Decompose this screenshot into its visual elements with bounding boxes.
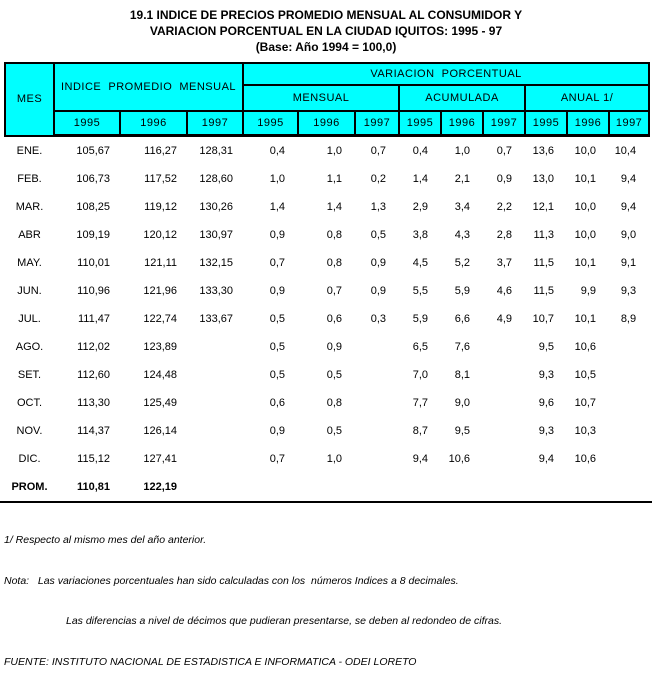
value-cell: 9,3 bbox=[538, 425, 555, 437]
value-cell: 113,30 bbox=[77, 397, 110, 409]
value-cell: 0,5 bbox=[326, 425, 343, 437]
value-cell bbox=[609, 333, 649, 361]
table-row bbox=[5, 165, 649, 193]
value-cell bbox=[483, 473, 525, 501]
value-cell: 0,9 bbox=[269, 285, 286, 297]
value-cell bbox=[187, 333, 243, 361]
value-cell: 124,48 bbox=[143, 369, 177, 381]
value-cell: 10,7 bbox=[574, 397, 597, 409]
header-mes: MES bbox=[5, 63, 54, 136]
value-cell: 5,9 bbox=[412, 313, 429, 325]
value-cell: 128,31 bbox=[199, 145, 234, 157]
value-cell: 2,8 bbox=[496, 229, 513, 241]
value-cell: 10,1 bbox=[574, 173, 597, 185]
month-label: OCT. bbox=[16, 397, 43, 409]
value-cell bbox=[609, 473, 649, 501]
month-label: PROM. bbox=[11, 481, 48, 493]
table-row bbox=[5, 221, 649, 249]
header-anual: ANUAL 1/ bbox=[525, 85, 649, 111]
value-cell: 0,9 bbox=[269, 229, 286, 241]
header-year: 1997 bbox=[483, 111, 525, 136]
price-index-table bbox=[4, 62, 650, 501]
value-cell bbox=[483, 445, 525, 473]
value-cell: 9,0 bbox=[454, 397, 471, 409]
value-cell: 120,12 bbox=[143, 229, 177, 241]
month-label: NOV. bbox=[16, 425, 43, 437]
value-cell: 9,4 bbox=[620, 201, 637, 213]
value-cell: 0,2 bbox=[370, 173, 387, 185]
header-year: 1995 bbox=[399, 111, 441, 136]
value-cell: 106,73 bbox=[76, 173, 110, 185]
value-cell: 130,26 bbox=[199, 201, 234, 213]
value-cell: 5,5 bbox=[412, 285, 429, 297]
value-cell: 10,1 bbox=[574, 257, 597, 269]
value-cell: 121,96 bbox=[143, 285, 177, 297]
value-cell: 11,3 bbox=[533, 229, 555, 241]
value-cell: 10,1 bbox=[574, 313, 597, 325]
value-cell: 4,6 bbox=[496, 285, 513, 297]
value-cell bbox=[355, 361, 399, 389]
value-cell: 7,7 bbox=[412, 397, 429, 409]
value-cell bbox=[187, 389, 243, 417]
value-cell: 0,7 bbox=[496, 145, 513, 157]
value-cell: 110,96 bbox=[77, 285, 110, 297]
value-cell: 1,3 bbox=[370, 201, 387, 213]
value-cell: 0,3 bbox=[370, 313, 387, 325]
header-year: 1997 bbox=[187, 111, 243, 136]
value-cell: 1,1 bbox=[326, 173, 343, 185]
value-cell: 5,9 bbox=[454, 285, 471, 297]
value-cell: 0,6 bbox=[326, 313, 343, 325]
value-cell bbox=[355, 473, 399, 501]
value-cell: 13,0 bbox=[532, 173, 555, 185]
value-cell: 126,14 bbox=[143, 425, 177, 437]
value-cell: 132,15 bbox=[199, 257, 234, 269]
value-cell: 10,7 bbox=[532, 313, 555, 325]
month-label: ABR bbox=[18, 229, 41, 241]
value-cell: 0,8 bbox=[326, 229, 343, 241]
value-cell: 4,9 bbox=[496, 313, 513, 325]
value-cell: 125,49 bbox=[143, 397, 177, 409]
header-year: 1996 bbox=[441, 111, 483, 136]
value-cell: 4,3 bbox=[454, 229, 471, 241]
value-cell: 121,11 bbox=[144, 257, 177, 269]
value-cell: 0,8 bbox=[326, 397, 343, 409]
value-cell bbox=[483, 333, 525, 361]
value-cell: 0,7 bbox=[370, 145, 387, 157]
value-cell: 3,8 bbox=[412, 229, 429, 241]
table-row bbox=[5, 389, 649, 417]
value-cell: 133,30 bbox=[199, 285, 234, 297]
value-cell: 0,9 bbox=[496, 173, 513, 185]
footnote-fuente: FUENTE: INSTITUTO NACIONAL DE ESTADISTICA E INFORMATICA - ODEI LORETO bbox=[4, 655, 417, 668]
value-cell: 108,25 bbox=[76, 201, 110, 213]
value-cell: 10,5 bbox=[574, 369, 597, 381]
value-cell bbox=[441, 473, 483, 501]
value-cell: 9,4 bbox=[620, 173, 637, 185]
value-cell bbox=[609, 445, 649, 473]
value-cell: 0,5 bbox=[269, 341, 286, 353]
value-cell: 112,02 bbox=[77, 341, 110, 353]
value-cell: 117,52 bbox=[144, 173, 177, 185]
value-cell: 10,6 bbox=[574, 453, 597, 465]
value-cell: 9,4 bbox=[538, 453, 555, 465]
month-label: DIC. bbox=[18, 453, 41, 465]
title-block bbox=[0, 0, 652, 55]
table-header bbox=[5, 63, 649, 136]
value-cell: 119,12 bbox=[144, 201, 177, 213]
value-cell: 0,7 bbox=[269, 257, 286, 269]
value-cell bbox=[187, 473, 243, 501]
table-body bbox=[5, 136, 649, 502]
value-cell: 115,12 bbox=[77, 453, 110, 465]
footnotes bbox=[0, 503, 652, 696]
value-cell bbox=[567, 473, 609, 501]
header-year: 1995 bbox=[525, 111, 567, 136]
value-cell bbox=[609, 417, 649, 445]
value-cell: 10,6 bbox=[448, 453, 471, 465]
value-cell: 8,9 bbox=[620, 313, 637, 325]
value-cell: 0,8 bbox=[326, 257, 343, 269]
value-cell: 1,0 bbox=[326, 453, 343, 465]
value-cell: 9,5 bbox=[454, 425, 471, 437]
value-cell bbox=[355, 333, 399, 361]
value-cell: 128,60 bbox=[199, 173, 234, 185]
value-cell: 7,6 bbox=[454, 341, 471, 353]
value-cell: 10,3 bbox=[574, 425, 597, 437]
title-line-2: VARIACION PORCENTUAL EN LA CIUDAD IQUITOS: 1995 - 97 bbox=[149, 24, 503, 38]
header-row-1 bbox=[5, 63, 649, 85]
value-cell: 116,27 bbox=[144, 145, 177, 157]
header-year: 1996 bbox=[298, 111, 355, 136]
table-row bbox=[5, 193, 649, 221]
value-cell: 9,5 bbox=[538, 341, 555, 353]
header-year: 1996 bbox=[120, 111, 187, 136]
table-row bbox=[5, 305, 649, 333]
header-year: 1995 bbox=[243, 111, 298, 136]
value-cell: 114,37 bbox=[77, 425, 110, 437]
value-cell bbox=[298, 473, 355, 501]
value-cell: 1,4 bbox=[412, 173, 429, 185]
value-cell: 5,2 bbox=[454, 257, 471, 269]
table-row bbox=[5, 249, 649, 277]
month-label: ENE. bbox=[16, 144, 43, 157]
value-cell: 12,1 bbox=[532, 201, 555, 213]
value-cell: 0,4 bbox=[269, 145, 286, 157]
value-cell: 1,0 bbox=[454, 145, 471, 157]
value-cell: 11,5 bbox=[533, 285, 555, 297]
table-row bbox=[5, 361, 649, 389]
value-cell: 0,5 bbox=[370, 229, 387, 241]
value-cell: 9,4 bbox=[412, 453, 429, 465]
month-label: MAR. bbox=[15, 201, 44, 213]
value-cell bbox=[483, 417, 525, 445]
value-cell: 3,7 bbox=[496, 257, 513, 269]
value-cell: 7,0 bbox=[412, 369, 429, 381]
value-cell: 9,9 bbox=[580, 285, 597, 297]
value-cell: 0,5 bbox=[269, 313, 286, 325]
value-cell: 1,4 bbox=[326, 201, 343, 213]
value-cell: 8,7 bbox=[412, 425, 429, 437]
value-cell: 1,0 bbox=[269, 173, 286, 185]
header-year: 1996 bbox=[567, 111, 609, 136]
header-year: 1997 bbox=[609, 111, 649, 136]
value-cell: 9,6 bbox=[538, 397, 555, 409]
value-cell: 0,9 bbox=[370, 285, 387, 297]
value-cell: 0,7 bbox=[326, 285, 343, 297]
value-cell: 105,67 bbox=[76, 145, 110, 157]
value-cell: 122,19 bbox=[143, 481, 177, 493]
value-cell: 112,60 bbox=[77, 369, 110, 381]
value-cell: 10,0 bbox=[574, 229, 597, 241]
value-cell: 0,9 bbox=[269, 425, 286, 437]
value-cell bbox=[525, 473, 567, 501]
table-row bbox=[5, 277, 649, 305]
value-cell bbox=[355, 389, 399, 417]
value-cell: 133,67 bbox=[199, 313, 234, 325]
footnote-nota: Nota: Las variaciones porcentuales han sido calculadas con los números Indices a 8 decimales. bbox=[4, 574, 459, 587]
value-cell: 2,2 bbox=[496, 201, 513, 213]
value-cell: 130,97 bbox=[199, 229, 234, 241]
value-cell: 0,5 bbox=[326, 369, 343, 381]
value-cell bbox=[355, 417, 399, 445]
value-cell: 109,19 bbox=[76, 229, 110, 241]
table-row bbox=[5, 333, 649, 361]
value-cell: 10,0 bbox=[574, 201, 597, 213]
value-cell: 122,74 bbox=[143, 313, 177, 325]
footnote-reference: 1/ Respecto al mismo mes del año anterior. bbox=[4, 534, 207, 546]
table-row bbox=[5, 417, 649, 445]
month-label: JUN. bbox=[17, 285, 42, 297]
value-cell: 0,4 bbox=[412, 145, 429, 157]
value-cell: 123,89 bbox=[143, 341, 177, 353]
value-cell: 0,7 bbox=[269, 453, 286, 465]
value-cell: 127,41 bbox=[143, 453, 177, 465]
value-cell: 3,4 bbox=[454, 201, 471, 213]
header-indice-promedio-mensual: INDICE PROMEDIO MENSUAL bbox=[54, 63, 243, 111]
value-cell: 2,9 bbox=[412, 201, 429, 213]
value-cell: 110,81 bbox=[76, 481, 110, 493]
value-cell: 10,4 bbox=[614, 145, 637, 157]
summary-row bbox=[5, 473, 649, 501]
title-line-1: 19.1 INDICE DE PRECIOS PROMEDIO MENSUAL AL CONSUMIDOR Y bbox=[129, 8, 523, 22]
value-cell bbox=[609, 361, 649, 389]
value-cell: 111,47 bbox=[77, 313, 110, 325]
value-cell: 6,6 bbox=[454, 313, 471, 325]
value-cell bbox=[609, 389, 649, 417]
table-row bbox=[5, 136, 649, 166]
value-cell bbox=[483, 361, 525, 389]
value-cell: 1,4 bbox=[269, 201, 286, 213]
value-cell bbox=[399, 473, 441, 501]
value-cell: 6,5 bbox=[412, 341, 429, 353]
value-cell: 0,6 bbox=[269, 397, 286, 409]
value-cell: 9,1 bbox=[620, 257, 637, 269]
value-cell: 13,6 bbox=[532, 145, 555, 157]
month-label: AGO. bbox=[15, 341, 44, 353]
value-cell: 10,6 bbox=[574, 341, 597, 353]
month-label: SET. bbox=[17, 369, 42, 381]
value-cell: 2,1 bbox=[454, 173, 471, 185]
month-label: FEB. bbox=[17, 173, 42, 185]
value-cell: 10,0 bbox=[574, 145, 597, 157]
value-cell bbox=[243, 473, 298, 501]
footnote-nota-continued: Las diferencias a nivel de décimos que pudieran presentarse, se deben al redondeo de cifras. bbox=[66, 615, 503, 627]
header-year: 1995 bbox=[54, 111, 120, 136]
header-variacion-porcentual: VARIACION PORCENTUAL bbox=[243, 63, 649, 85]
value-cell bbox=[355, 445, 399, 473]
value-cell: 4,5 bbox=[412, 257, 429, 269]
value-cell: 1,0 bbox=[326, 145, 343, 157]
value-cell: 9,3 bbox=[538, 369, 555, 381]
month-label: MAY. bbox=[17, 257, 42, 269]
value-cell: 8,1 bbox=[454, 369, 471, 381]
value-cell: 0,5 bbox=[269, 369, 286, 381]
value-cell bbox=[187, 361, 243, 389]
value-cell: 0,9 bbox=[370, 257, 387, 269]
value-cell: 9,3 bbox=[620, 285, 637, 297]
value-cell bbox=[483, 389, 525, 417]
header-years-row bbox=[5, 111, 649, 136]
value-cell: 9,0 bbox=[620, 229, 637, 241]
value-cell bbox=[187, 445, 243, 473]
header-mensual: MENSUAL bbox=[243, 85, 399, 111]
header-acumulada: ACUMULADA bbox=[399, 85, 525, 111]
table-row bbox=[5, 445, 649, 473]
value-cell: 0,9 bbox=[326, 341, 343, 353]
value-cell: 11,5 bbox=[533, 257, 555, 269]
title-line-3: (Base: Año 1994 = 100,0) bbox=[255, 40, 397, 54]
value-cell: 110,01 bbox=[77, 257, 110, 269]
month-label: JUL. bbox=[18, 313, 41, 325]
value-cell bbox=[187, 417, 243, 445]
header-year: 1997 bbox=[355, 111, 399, 136]
